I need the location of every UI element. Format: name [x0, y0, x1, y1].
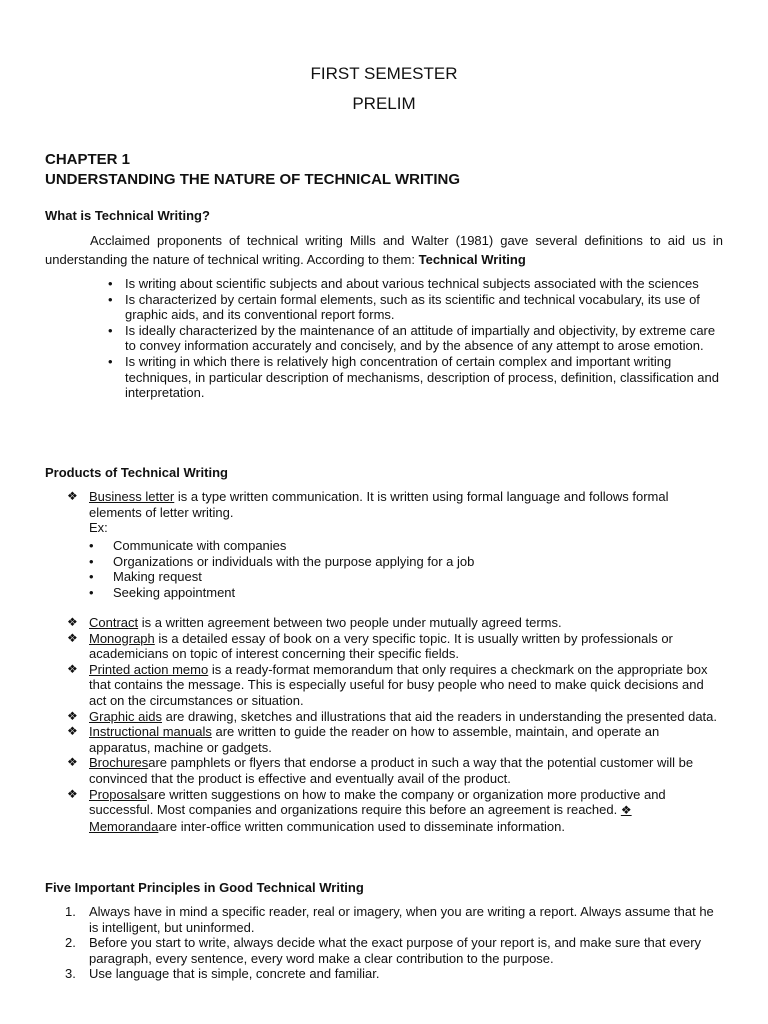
prelim-heading: PRELIM — [352, 94, 416, 113]
product-instructional-manuals: ❖ Instructional manuals are written to guide the reader on how to assemble, maintain, and operate an apparatus, machine or gadgets. — [67, 724, 660, 755]
chapter-title: UNDERSTANDING THE NATURE OF TECHNICAL WRITING — [45, 171, 460, 188]
bullet-dot-icon: • — [89, 584, 94, 600]
principles-list — [65, 904, 721, 982]
intro-bold-term: Technical Writing — [418, 252, 526, 267]
diamond-bullet-icon: ❖ — [67, 489, 78, 503]
product-memoranda: Memorandaare inter-office written communication used to disseminate information. — [89, 818, 565, 834]
product-monograph: ❖ Monograph is a detailed essay of book on a very specific topic. It is usually written by professionals or academicians on topic of interest concerning their specific fields. — [67, 630, 673, 662]
intro-text: Acclaimed proponents of technical writing Mills and Walter (1981) gave several definitions to aid us in understanding the nature of technical writing. According to them: — [45, 233, 723, 267]
examples-label: Ex: — [89, 520, 108, 535]
diamond-bullet-icon: ❖ — [67, 708, 78, 723]
list-item: • Is writing in which there is relatively high concentration of certain complex and important writing techniques, in particular description of mechanisms, description of process, definition, classification and interpretation. — [108, 353, 719, 401]
examples-list — [89, 538, 713, 600]
list-item: • Making request — [89, 569, 202, 585]
semester-heading: FIRST SEMESTER — [310, 64, 458, 83]
list-item: • Is ideally characterized by the maintenance of an attitude of impartially and objectivity, by extreme care to convey information accurately and concisely, and by the absence of any attempt to arose emotion. — [108, 322, 716, 354]
bullet-dot-icon: • — [108, 276, 113, 291]
diamond-bullet-icon: ❖ — [620, 803, 632, 818]
product-desc: is a type written communication. It is written using formal language and follows formal elements of letter writing. — [89, 489, 669, 520]
bullet-dot-icon: • — [108, 353, 113, 369]
product-brochures: ❖ Brochuresare pamphlets or flyers that endorse a product in such a way that the potential customer will be convinced that the product is effective and eventually avail of the product. — [67, 755, 694, 786]
list-item: • Is writing about scientific subjects and about various technical subjects associated with the sciences — [108, 276, 699, 291]
intro-paragraph — [45, 231, 723, 269]
diamond-bullet-icon: ❖ — [67, 615, 78, 629]
product-contract: ❖ Contract is a written agreement between two people under mutually agreed terms. — [67, 615, 562, 630]
products-list — [67, 615, 721, 834]
diamond-bullet-icon: ❖ — [67, 724, 78, 739]
product-graphic-aids: ❖ Graphic aids are drawing, sketches and illustrations that aid the readers in understanding the presented data. — [67, 708, 718, 724]
list-item: 3. Use language that is simple, concrete and familiar. — [65, 966, 380, 982]
section-heading-what-is: What is Technical Writing? — [45, 208, 210, 223]
list-item: • Communicate with companies — [89, 538, 287, 553]
list-item: • Organizations or individuals with the purpose applying for a job — [89, 553, 475, 569]
chapter-number: CHAPTER 1 — [45, 151, 131, 168]
product-printed-action-memo: ❖ Printed action memo is a ready-format memorandum that only requires a checkmark on the appropriate box that contains the message. This is especially useful for busy people who need to make quick decisions and act on the circumstances or situation. — [67, 661, 708, 708]
bullet-dot-icon: • — [89, 538, 94, 553]
bullet-dot-icon: • — [89, 569, 94, 585]
product-proposals: ❖ Proposalsare written suggestions on how to make the company or organization more productive and successful. Most companies and organizations require this before an agreement is reached. ❖ — [67, 786, 666, 818]
bullet-dot-icon: • — [108, 322, 113, 338]
product-term: Business letter — [89, 489, 175, 504]
section-heading-principles: Five Important Principles in Good Technical Writing — [45, 880, 364, 895]
diamond-bullet-icon: ❖ — [67, 786, 78, 801]
definition-list — [108, 276, 723, 401]
diamond-bullet-icon: ❖ — [67, 630, 78, 645]
diamond-bullet-icon: ❖ — [67, 661, 78, 676]
list-item: • Seeking appointment — [89, 584, 236, 600]
diamond-bullet-icon: ❖ — [67, 755, 78, 770]
product-business-letter — [67, 489, 719, 520]
list-item: • Is characterized by certain formal elements, such as its scientific and technical vocabulary, its use of graphic aids, and its conventional report forms. — [108, 291, 700, 323]
list-item: 1. Always have in mind a specific reader, real or imagery, when you are writing a report. Always assume that he is intelligent, but uninformed. — [65, 904, 714, 935]
list-item: 2. Before you start to write, always decide what the exact purpose of your report is, and make sure that every paragraph, every sentence, every word make a clear contribution to the purpose. — [65, 935, 702, 966]
bullet-dot-icon: • — [108, 291, 113, 307]
section-heading-products: Products of Technical Writing — [45, 465, 228, 480]
bullet-dot-icon: • — [89, 553, 94, 569]
